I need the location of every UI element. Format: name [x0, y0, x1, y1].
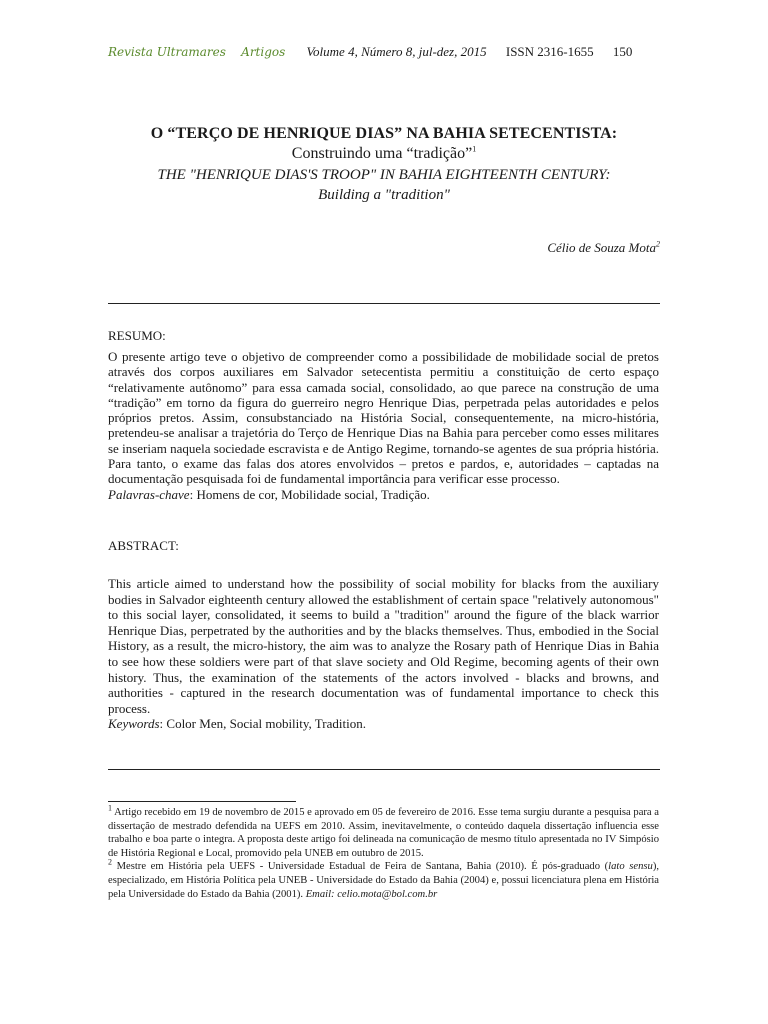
keywords-label-en: Keywords — [108, 716, 160, 732]
abstract-body: This article aimed to understand how the possibility of social mobility for blacks from the auxiliary bodies in Salvador eighteenth century allowed the establishment of certain space "relatively autonomous" to this social layer, consolidated, it seems to build a "tradition" around the figure of the black warrior Henrique Dias, perpetrated by the authorities and by the blacks themselves. Thus, embodied in the Social History, as a result, the micro-history, the aim was to analyze the Rosary path of Henrique Dias in Bahia to see how these soldiers were part of that slave society and Old Regime, becoming agents of their own history. Thus, the examination of the statements of the actors involved - blacks and browns, and authorities - captured in the research documentation was of fundamental importance to check this process. — [108, 576, 659, 716]
email-link[interactable]: celio.mota@bol.com.br — [337, 888, 438, 900]
footnote-2 — [108, 857, 659, 901]
author-name: Célio de Souza Mota — [547, 240, 656, 255]
abstract-section — [108, 576, 659, 732]
subtitle-portuguese-text: Construindo uma “tradição” — [291, 145, 473, 162]
keywords-label-pt: Palavras-chave — [108, 486, 190, 502]
journal-name: Revista Ultramares — [108, 45, 226, 59]
footnote-1-text: Artigo recebido em 19 de novembro de 2015 e aprovado em 05 de fevereiro de 2016. Esse tema surgiu durante a pesquisa para a dissertação de mestrado defendida na UEFS em 2010. Assim, inevitavelmente, o conteúdo daquela dissertação influencia esse trabalho e boa parte o integra. A proposta deste artigo foi delineada na comunicação de mesmo título apresentada no IV Simpósio de História Regional e Local, promovido pela UNEB em outubro de 2015. — [108, 807, 659, 859]
resumo-section — [108, 349, 659, 502]
footnotes — [108, 803, 659, 901]
article-titles — [108, 124, 660, 205]
footnote-2-text-a: Mestre em História pela UEFS - Universidade Estadual de Feira de Santana, Bahia (2010). É pós-graduado ( — [112, 861, 609, 873]
footnote-ref-1[interactable]: 1 — [472, 144, 477, 154]
section-name: Artigos — [241, 45, 286, 59]
volume-info: Volume 4, Número 8, jul-dez, 2015 — [306, 44, 487, 59]
title-portuguese: O “TERÇO DE HENRIQUE DIAS” NA BAHIA SETECENTISTA: — [150, 125, 618, 142]
footnote-2-text-b: ), especializado, em História Política pela UNEB - Universidade do Estado da Bahia (2004) e, possui licenciatura plena em História pela Universidade do Estado da Bahia (2001). — [108, 861, 659, 900]
footnote-separator — [108, 801, 296, 802]
resumo-body: O presente artigo teve o objetivo de compreender como a possibilidade de mobilidade social de pretos através dos corpos auxiliares em Salvador setecentista permitiu a constituição de certo espaço “relativamente autônomo” para essa camada social, consolidado, ao que parece na construção de uma “tradição” em torno da figura do guerreiro negro Henrique Dias, perpetrada pelas autoridades e pelos próprios pretos. Assim, consubstanciado na História Social, consequentemente, na micro-história, pretendeu-se analisar a trajetória do Terço de Henrique Dias na Bahia para perceber como esses militares se inseriam naquela sociedade escravista e de Antigo Regime, tornando-se agentes de sua própria história. Para tanto, o exame das falas dos atores envolvidos – pretos e pardos, e, autoridades – captadas na documentação pesquisada foi de fundamental importância para verificar esse processo. — [108, 349, 659, 487]
footnote-2-italic: lato sensu — [608, 861, 653, 873]
author-line — [108, 240, 660, 256]
subtitle-portuguese — [108, 144, 660, 164]
resumo-heading: RESUMO: — [108, 328, 166, 343]
running-header — [108, 44, 668, 60]
page-number: 150 — [612, 44, 633, 59]
abstract-keywords — [108, 716, 659, 731]
divider-bottom — [108, 769, 660, 770]
footnote-1-marker: 1 — [108, 803, 112, 813]
footnote-ref-2[interactable]: 2 — [656, 239, 660, 249]
divider-top — [108, 303, 660, 304]
keywords-list-pt: : Homens de cor, Mobilidade social, Tradição. — [189, 486, 430, 502]
footnote-1 — [108, 803, 659, 860]
footnote-2-marker: 2 — [108, 857, 112, 867]
title-english: THE "HENRIQUE DIAS'S TROOP" IN BAHIA EIGHTEENTH CENTURY: — [157, 167, 611, 183]
resumo-keywords — [108, 487, 659, 502]
subtitle-english: Building a "tradition" — [318, 187, 450, 203]
email-label: Email: — [305, 888, 335, 900]
issn: ISSN 2316-1655 — [505, 44, 594, 59]
abstract-heading: ABSTRACT: — [108, 538, 179, 553]
keywords-list-en: : Color Men, Social mobility, Tradition. — [159, 716, 366, 732]
